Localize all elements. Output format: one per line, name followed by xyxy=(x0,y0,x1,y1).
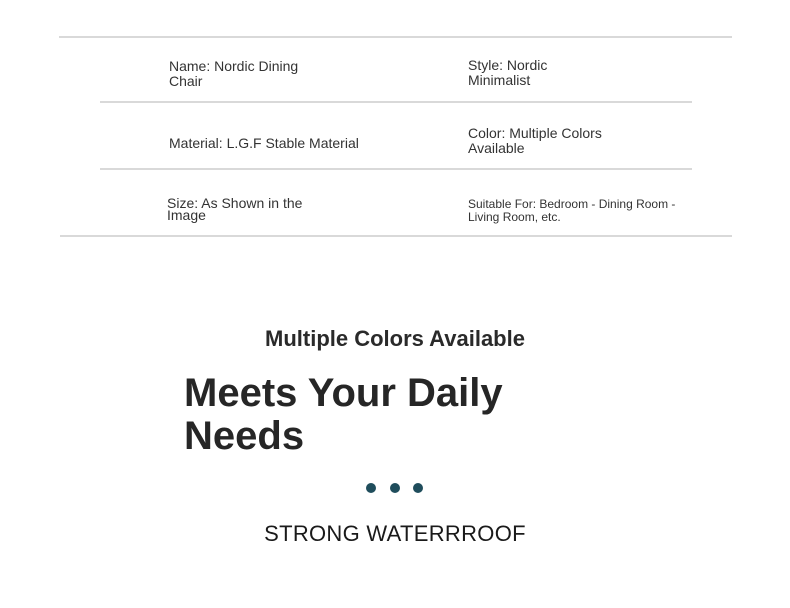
spec-color: Color: Multiple Colors Available xyxy=(468,125,602,156)
dot-3 xyxy=(413,483,423,493)
table-bottom-rule xyxy=(60,235,732,237)
spec-suitable-for: Suitable For: Bedroom - Dining Room - Living Room, etc. xyxy=(468,197,676,224)
pagination-dots xyxy=(366,483,426,495)
feature-label: STRONG WATERRROOF xyxy=(264,521,526,546)
spec-size: Size: As Shown in the Image xyxy=(167,195,303,223)
dot-2 xyxy=(390,483,400,493)
spec-material: Material: L.G.F Stable Material xyxy=(169,135,359,151)
table-top-rule xyxy=(59,36,732,38)
spec-style: Style: Nordic Minimalist xyxy=(468,57,548,88)
table-row-divider xyxy=(100,101,692,103)
promo-subtitle: Multiple Colors Available xyxy=(265,326,525,351)
promo-headline: Meets Your Daily Needs xyxy=(184,371,503,458)
table-row-divider xyxy=(100,168,692,170)
dot-1 xyxy=(366,483,376,493)
spec-name: Name: Nordic Dining Chair xyxy=(169,58,299,89)
